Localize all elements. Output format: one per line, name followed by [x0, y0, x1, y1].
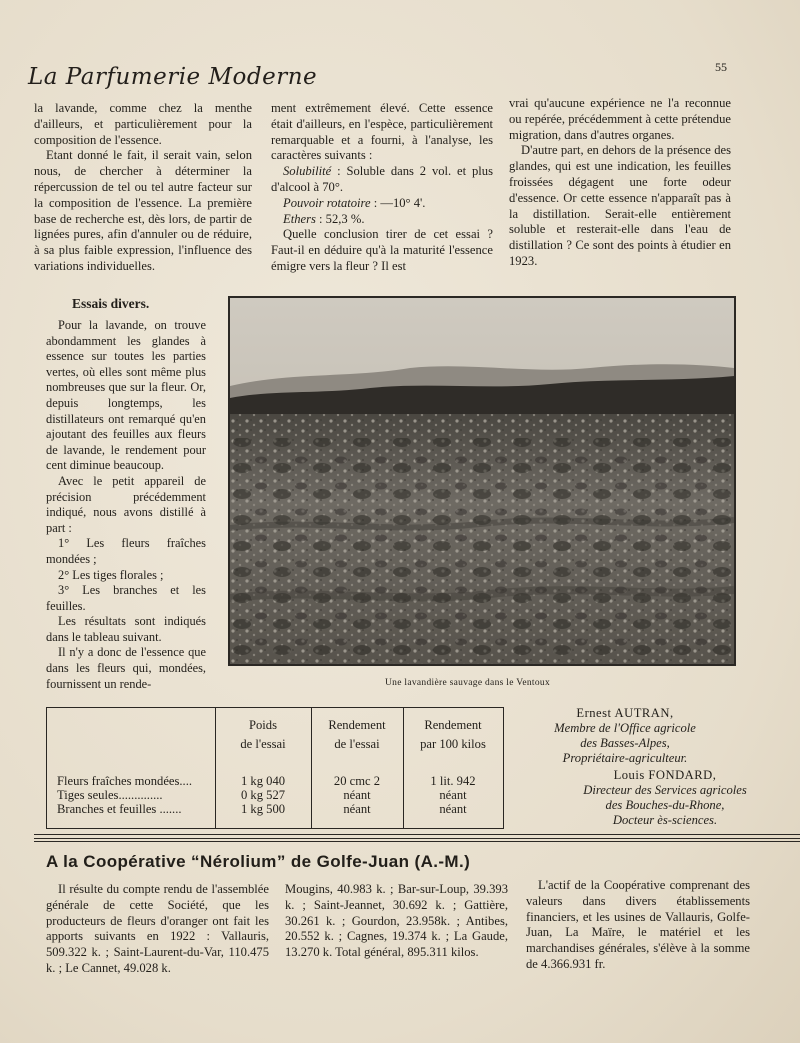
list-item: 1° Les fleurs fraîches mondées ; [46, 536, 206, 566]
ethers-label: Ethers [283, 211, 316, 226]
ethers-line [271, 212, 493, 228]
paragraph: la lavande, comme chez la menthe d'ailleurs, et particulièrement pour la composition de l'essence. [34, 101, 252, 147]
header-line: de l'essai [334, 737, 380, 751]
table-cell: néant [439, 788, 467, 802]
photo-caption: Une lavandière sauvage dans le Ventoux [385, 678, 551, 688]
paragraph: Il n'y a donc de l'essence que dans les fleurs qui, mondées, fournissent un rende- [46, 645, 206, 691]
paragraph: Les résultats sont indiqués dans le tableau suivant. [46, 614, 206, 644]
paragraph: Quelle conclusion tirer de cet essai ? Faut-il en déduire qu'à la maturité l'essence émigre vers la fleur ? Il est [271, 227, 493, 273]
section-divider [34, 834, 800, 835]
section-divider [34, 841, 800, 842]
table-cell: néant [343, 788, 371, 802]
table-col-rendement [311, 774, 403, 816]
header-line: Poids [249, 718, 277, 732]
signature-autran [510, 706, 740, 766]
paragraph: Etant donné le fait, il serait vain, selon nous, de chercher à déterminer la répercussion de tel ou tel autre facteur sur la composition de l'essence. La première base de recherche est, dès lors, de partir de lignées pures, afin d'annuler ou de réduire, à sa plus faible expression, l'influence des variations individuelles. [34, 148, 252, 273]
paragraph: Mougins, 40.983 k. ; Bar-sur-Loup, 39.393 k. ; Saint-Jeannet, 30.692 k. ; Gattière, 30.261 k. ; Gourdon, 23.958k. ; Antibes, 20.552 k. ; Cagnes, 19.374 k. ; La Gaude, 13.270 k. Total général, 895.311 kilos. [285, 882, 508, 960]
paragraph: Avec le petit appareil de précision précédemment indiqué, nous avons distillé à part : [46, 473, 206, 535]
table-cell: Fleurs fraîches mondées.... [57, 774, 192, 788]
solubility-value: : Soluble dans 2 vol. et plus d'alcool à 70°. [271, 164, 493, 194]
column-2-top [271, 101, 493, 275]
solubility-line [271, 164, 493, 196]
ethers-value: : 52,3 %. [315, 211, 365, 226]
table-col-poids [215, 774, 311, 816]
coop-heading: A la Coopérative “Nérolium” de Golfe-Juan (A.-M.) [46, 852, 471, 871]
column-3-top [509, 96, 731, 270]
table-cell: 1 lit. 942 [430, 774, 476, 788]
signature-title: Directeur des Services agricoles [583, 783, 747, 797]
table-row-labels [57, 774, 217, 816]
column-1-top [34, 101, 252, 275]
coop-column-3 [526, 878, 750, 973]
coop-column-1 [46, 882, 269, 977]
page-number: 55 [715, 60, 727, 74]
signature-name: Louis FONDARD, [613, 768, 717, 782]
section-heading-essais: Essais divers. [72, 296, 150, 311]
signature-title: des Basses-Alpes, [580, 736, 670, 750]
rotation-line [271, 196, 493, 212]
section-divider [34, 838, 800, 839]
paragraph: vrai qu'aucune expérience ne l'a reconnue ou repérée, précédemment à cette prétendue migration, dans d'autres organes. [509, 96, 731, 142]
rotation-label: Pouvoir rotatoire [283, 195, 371, 210]
table-header-poids [215, 716, 311, 754]
paragraph: Pour la lavande, on trouve abondamment les glandes à essence sur toutes les parties vertes, où elles sont même plus nombreuses que sur la fleur. Or, depuis longtemps, les distillateurs ont remarqué qu'en ajoutant des feuilles aux fleurs de lavande, le rendement pour cent diminue beaucoup. [46, 318, 206, 473]
table-header-rendement-essai [311, 716, 403, 754]
rotation-value: : —10° 4'. [370, 195, 426, 210]
signature-title: Propriétaire-agriculteur. [562, 751, 688, 765]
paragraph: Il résulte du compte rendu de l'assemblée générale de cette Société, que les producteurs de fleurs d'oranger ont fait les apports suivants en 1922 : Vallauris, 509.322 k. ; Saint-Laurent-du-Var, 110.475 k. ; Le Cannet, 49.028 k. [46, 882, 269, 975]
header-line: de l'essai [240, 737, 286, 751]
table-cell: Branches et feuilles ....... [57, 802, 182, 816]
list-item: 3° Les branches et les feuilles. [46, 583, 206, 613]
paragraph: L'actif de la Coopérative comprenant des valeurs dans divers établissements financiers, et les usines de Vallauris, Golfe-Juan, La Maïre, le matériel et les marchandises générales, s'élève à la somme de 4.366.931 fr. [526, 878, 750, 971]
header-line: Rendement [328, 718, 386, 732]
header-line: par 100 kilos [420, 737, 486, 751]
paragraph: D'autre part, en dehors de la présence des glandes, qui est une indication, les feuilles froissées dégagent une forte odeur d'essence. Or cette essence n'apparaît pas à la distillation. Serait-elle entièrement soluble et resterait-elle dans l'eau de distillation ? Ce sont des points à étudier en 1923. [509, 143, 731, 268]
table-cell: 1 kg 500 [240, 802, 286, 816]
table-cell: 1 kg 040 [240, 774, 286, 788]
table-cell: 20 cmc 2 [333, 774, 381, 788]
essais-column [46, 318, 206, 692]
signature-title: Docteur ès-sciences. [612, 813, 718, 827]
table-cell: Tiges seules.............. [57, 788, 163, 802]
header-line: Rendement [424, 718, 482, 732]
signature-title: Membre de l'Office agricole [554, 721, 696, 735]
masthead: La Parfumerie Moderne [28, 64, 318, 90]
list-item: 2° Les tiges florales ; [58, 567, 164, 582]
signature-fondard [550, 768, 780, 828]
table-cell: néant [439, 802, 467, 816]
signature-title: des Bouches-du-Rhone, [605, 798, 725, 812]
results-table [46, 707, 504, 829]
table-header-rendement-100 [403, 716, 503, 754]
landscape-photo [228, 296, 736, 666]
table-cell: néant [343, 802, 371, 816]
solubility-label: Solubilité [283, 164, 332, 179]
lavender-field-image [230, 298, 734, 664]
table-cell: 0 kg 527 [240, 788, 286, 802]
coop-column-2 [285, 882, 508, 961]
table-col-rendement-100 [403, 774, 503, 816]
paragraph: ment extrêmement élevé. Cette essence était d'ailleurs, en l'espèce, particulièrement remarquable et a fourni, à l'analyse, les caractères suivants : [271, 101, 493, 163]
signature-name: Ernest AUTRAN, [576, 706, 674, 720]
